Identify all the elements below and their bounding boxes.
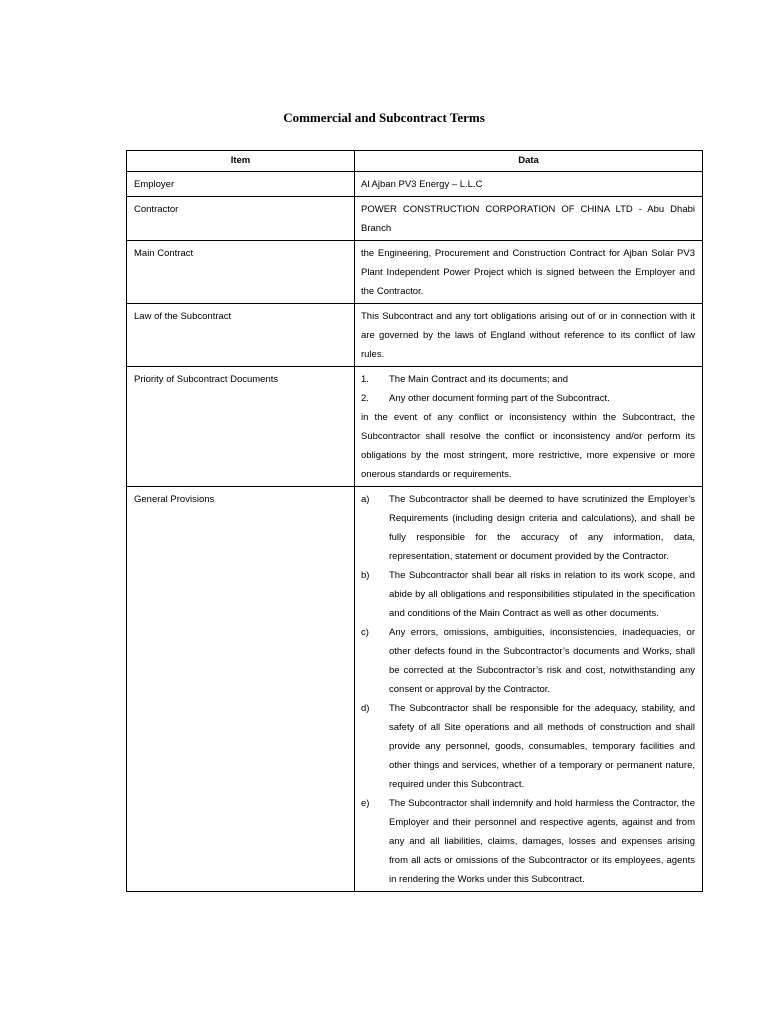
list-item	[361, 490, 695, 566]
list-item	[361, 623, 695, 699]
header-item: Item	[127, 151, 355, 172]
table-row	[127, 304, 703, 367]
row-general-item: General Provisions	[127, 487, 355, 892]
priority-paragraph: in the event of any conflict or inconsistency within the Subcontract, the Subcontractor shall resolve the conflict or inconsistency and/or perform its obligations by the most stringent, more restrictive, more expensive or more onerous standards or requirements.	[361, 412, 695, 480]
list-text: The Subcontractor shall bear all risks in relation to its work scope, and abide by all obligations and responsibilities stipulated in the specification and conditions of the Main Contract as well as other documents.	[389, 570, 695, 619]
list-item	[361, 566, 695, 623]
list-letter: d)	[361, 703, 370, 714]
table-row	[127, 197, 703, 241]
table-row	[127, 487, 703, 892]
row-law-item: Law of the Subcontract	[127, 304, 355, 367]
list-item	[361, 794, 695, 889]
row-contractor-data: POWER CONSTRUCTION CORPORATION OF CHINA LTD - Abu Dhabi Branch	[355, 197, 703, 241]
row-main-contract-item: Main Contract	[127, 241, 355, 304]
terms-table	[126, 150, 703, 892]
table-row	[127, 367, 703, 487]
row-priority-data	[355, 367, 703, 487]
list-text: The Subcontractor shall indemnify and hold harmless the Contractor, the Employer and their personnel and respective agents, against and from any and all liabilities, claims, damages, losses and expenses arising from all acts or omissions of the Subcontractor or its employees, agents in rendering the Works under this Subcontract.	[389, 798, 695, 885]
row-contractor-item: Contractor	[127, 197, 355, 241]
list-number: 2.	[361, 393, 369, 404]
row-employer-item: Employer	[127, 172, 355, 197]
table-row	[127, 241, 703, 304]
table-header-row	[127, 151, 703, 172]
list-number: 1.	[361, 374, 369, 385]
list-item	[361, 370, 695, 389]
list-letter: a)	[361, 494, 370, 505]
header-data: Data	[355, 151, 703, 172]
row-main-contract-data: the Engineering, Procurement and Construction Contract for Ajban Solar PV3 Plant Independent Power Project which is signed between the Employer and the Contractor.	[355, 241, 703, 304]
list-item	[361, 699, 695, 794]
list-letter: c)	[361, 627, 369, 638]
list-text: Any errors, omissions, ambiguities, inconsistencies, inadequacies, or other defects found in the Subcontractor’s documents and Works, shall be corrected at the Subcontractor’s risk and cost, notwithstanding any consent or approval by the Contractor.	[389, 627, 695, 695]
list-text: The Subcontractor shall be responsible for the adequacy, stability, and safety of all Site operations and all methods of construction and shall provide any personnel, goods, consumables, temporary facilities and other things and services, whether of a temporary or permanent nature, required under this Subcontract.	[389, 703, 695, 790]
row-law-data: This Subcontract and any tort obligations arising out of or in connection with it are governed by the laws of England without reference to its conflict of law rules.	[355, 304, 703, 367]
list-text: The Subcontractor shall be deemed to have scrutinized the Employer’s Requirements (including design criteria and calculations), and shall be fully responsible for the accuracy of any information, data, representation, statement or document provided by the Contractor.	[389, 494, 695, 562]
table-row	[127, 172, 703, 197]
list-item	[361, 389, 695, 408]
list-text: Any other document forming part of the Subcontract.	[389, 393, 610, 404]
row-priority-item: Priority of Subcontract Documents	[127, 367, 355, 487]
list-text: The Main Contract and its documents; and	[389, 374, 569, 385]
list-letter: b)	[361, 570, 370, 581]
row-general-data	[355, 487, 703, 892]
document-title: Commercial and Subcontract Terms	[283, 110, 485, 125]
row-employer-data: Al Ajban PV3 Energy – L.L.C	[355, 172, 703, 197]
list-letter: e)	[361, 798, 370, 809]
